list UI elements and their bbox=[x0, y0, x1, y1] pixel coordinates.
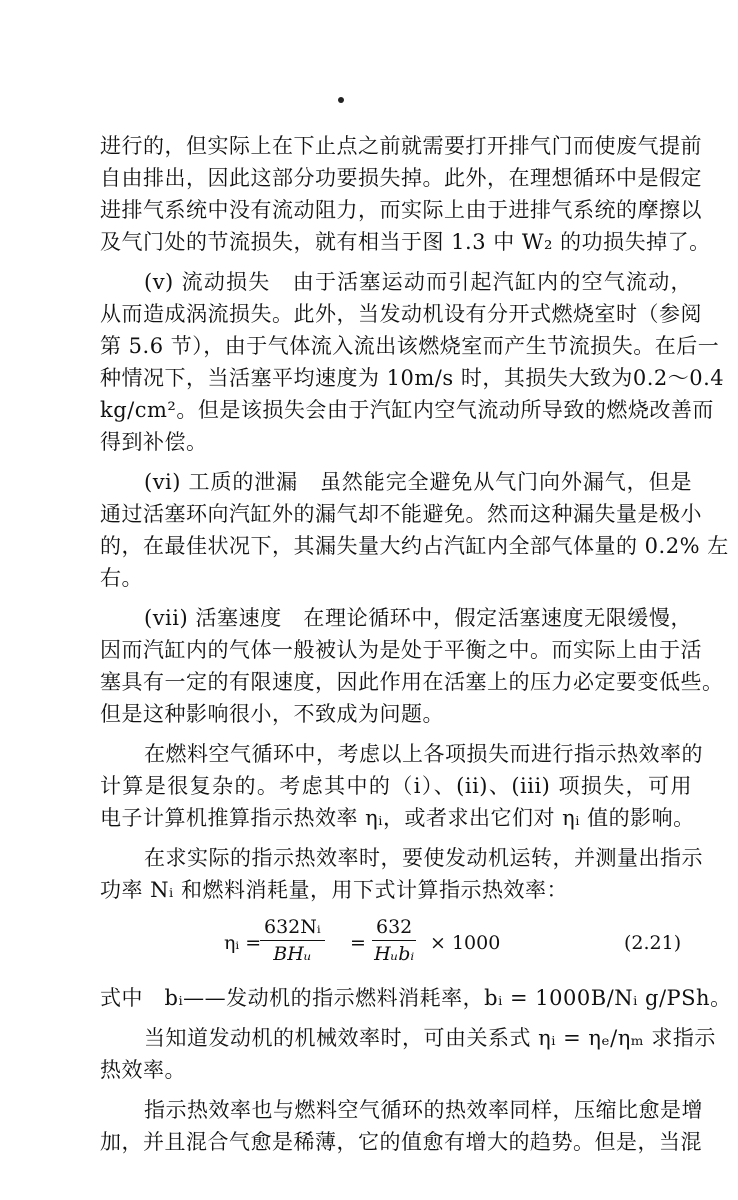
text-line: 右。 bbox=[100, 566, 143, 590]
text-line: 在燃料空气循环中，考虑以上各项损失而进行指示热效率的 bbox=[144, 742, 703, 766]
text-line: 的，在最佳状况下，其漏失量大约占汽缸内全部气体量的 0.2% 左 bbox=[100, 534, 729, 558]
text-line: 第 5.6 节），由于气体流入流出该燃烧室而产生节流损失。在后一 bbox=[100, 334, 720, 358]
formula-fraction-1 bbox=[260, 916, 325, 965]
text-line: 自由排出，因此这部分功要损失掉。此外，在理想循环中是假定 bbox=[100, 166, 702, 190]
fraction-numerator: 632Nᵢ bbox=[260, 916, 325, 941]
text-line: 加，并且混合气愈是稀薄，它的值愈有增大的趋势。但是，当混 bbox=[100, 1130, 702, 1154]
equation-number: (2.21) bbox=[624, 932, 682, 954]
formula-lhs: ηᵢ = bbox=[224, 932, 262, 954]
fraction-denominator: Hᵤbᵢ bbox=[374, 943, 415, 965]
text-line: 得到补偿。 bbox=[100, 430, 208, 454]
text-line: 当知道发动机的机械效率时，可由关系式 ηᵢ = ηₑ/ηₘ 求指示 bbox=[144, 1026, 716, 1050]
body-text bbox=[100, 130, 732, 1158]
formula-2-21 bbox=[100, 912, 692, 976]
formula-equals: = bbox=[350, 932, 366, 954]
text-line: 进行的，但实际上在下止点之前就需要打开排气门而使废气提前 bbox=[100, 134, 702, 158]
fraction-denominator: BHᵤ bbox=[273, 943, 312, 965]
text-line: 因而汽缸内的气体一般被认为是处于平衡之中。而实际上由于活 bbox=[100, 638, 702, 662]
text-line: 式中 bᵢ——发动机的指示燃料消耗率，bᵢ = 1000B/Nᵢ g/PSh。 bbox=[100, 986, 732, 1010]
text-line: 热效率。 bbox=[100, 1058, 186, 1082]
text-line: 功率 Nᵢ 和燃料消耗量，用下式计算指示热效率： bbox=[100, 878, 568, 902]
text-line: kg/cm²。但是该损失会由于汽缸内空气流动所导致的燃烧改善而 bbox=[100, 398, 714, 422]
text-line: 指示热效率也与燃料空气循环的热效率同样，压缩比愈是增 bbox=[144, 1098, 703, 1122]
fraction-numerator: 632 bbox=[372, 916, 416, 941]
text-line: 电子计算机推算指示热效率 ηᵢ，或者求出它们对 ηᵢ 值的影响。 bbox=[100, 806, 695, 830]
text-line: 种情况下，当活塞平均速度为 10m/s 时，其损失大致为0.2～0.4 bbox=[100, 366, 725, 390]
text-line: 从而造成涡流损失。此外，当发动机设有分开式燃烧室时（参阅 bbox=[100, 302, 702, 326]
scan-speck bbox=[338, 97, 344, 103]
text-line: 塞具有一定的有限速度，因此作用在活塞上的压力必定要变低些。 bbox=[100, 670, 724, 694]
text-line: (vii) 活塞速度 在理论循环中，假定活塞速度无限缓慢， bbox=[144, 606, 692, 630]
text-line: (v) 流动损失 由于活塞运动而引起汽缸内的空气流动， bbox=[144, 270, 692, 294]
text-line: 在求实际的指示热效率时，要使发动机运转，并测量出指示 bbox=[144, 846, 703, 870]
text-line: 但是这种影响很小，不致成为问题。 bbox=[100, 702, 444, 726]
text-line: 通过活塞环向汽缸外的漏气却不能避免。然而这种漏失量是极小 bbox=[100, 502, 702, 526]
text-line: 及气门处的节流损失，就有相当于图 1.3 中 W₂ 的功损失掉了。 bbox=[100, 230, 711, 254]
text-line: (vi) 工质的泄漏 虽然能完全避免从气门向外漏气，但是 bbox=[144, 470, 692, 494]
formula-fraction-2 bbox=[372, 916, 416, 965]
text-line: 进排气系统中没有流动阻力，而实际上由于进排气系统的摩擦以 bbox=[100, 198, 702, 222]
text-line: 计算是很复杂的。考虑其中的（i）、(ii)、(iii) 项损失，可用 bbox=[100, 774, 692, 798]
formula-multiplier: × 1000 bbox=[430, 932, 501, 954]
